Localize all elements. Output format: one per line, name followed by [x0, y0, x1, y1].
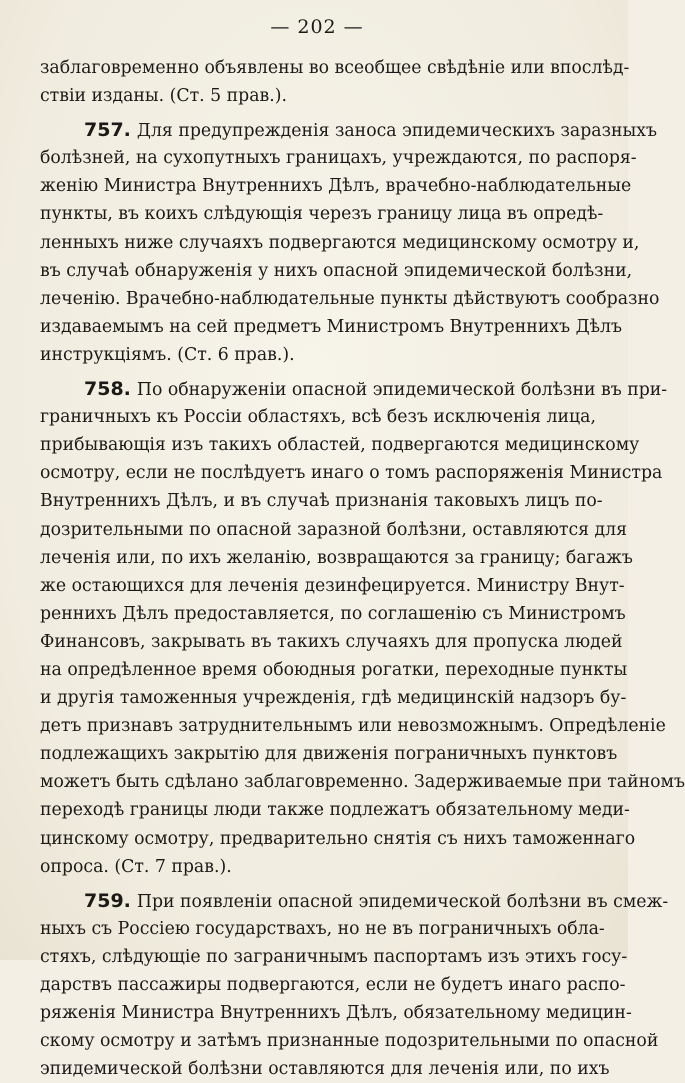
- article-paragraph: [40, 375, 685, 881]
- line-text: инструкціямъ. (Ст. 6 прав.).: [40, 344, 295, 365]
- line-text: можетъ быть сдѣлано заблаговременно. Задерживаемые при тайномъ: [40, 772, 685, 793]
- line-text: Внутреннихъ Дѣлъ, и въ случаѣ признанія таковыхъ лицъ по-: [40, 491, 603, 512]
- line-text: заблаговременно объявлены во всеобщее свѣдѣніе или впослѣд-: [40, 58, 630, 78]
- text-line: [40, 403, 594, 431]
- line-text: скому осмотру и затѣмъ признанные подозрительными по опасной: [40, 1031, 659, 1052]
- line-text: цинскому осмотру, предварительно снятія съ нихъ таможеннаго: [40, 828, 636, 849]
- line-text: стяхъ, слѣдующіе по заграничнымъ паспортамъ изъ этихъ госу-: [40, 946, 628, 967]
- line-text: леченію. Врачебно-наблюдательные пункты дѣйствуютъ сообразно: [40, 288, 660, 309]
- text-line: [40, 257, 633, 285]
- line-text: прибывающія изъ такихъ областей, подвергаются медицинскому: [40, 435, 640, 456]
- line-text: переходѣ границы люди также подлежатъ обязательному меди-: [40, 800, 630, 821]
- page-number: — 202 —: [270, 16, 364, 38]
- text-line: [40, 516, 628, 544]
- article-number: 757.: [84, 119, 131, 142]
- line-text: осмотру, если не послѣдуетъ инаго о томъ распоряженія Министра: [40, 463, 663, 484]
- text-line: [40, 54, 630, 82]
- line-text: опроса. (Ст. 7 прав.).: [40, 856, 232, 877]
- text-line: [40, 82, 594, 110]
- line-text: леченія или, по ихъ желанію, возвращаются за границу; багажъ: [40, 547, 633, 568]
- text-line: [40, 375, 668, 403]
- line-text: По обнаруженіи опасной эпидемической болѣзни въ при-: [136, 380, 668, 401]
- article-number: 758.: [84, 378, 131, 401]
- text-line: [40, 853, 594, 881]
- text-line: [40, 825, 636, 853]
- line-text: ленныхъ ниже случаяхъ подвергаются медицинскому осмотру и,: [40, 232, 640, 253]
- text-line: [40, 999, 632, 1027]
- line-text: подлежащихъ закрытію для движенія пограничныхъ пунктовъ: [40, 744, 618, 765]
- line-text: дозрительными по опасной заразной болѣзни, оставляются для: [40, 519, 628, 540]
- text-line: [40, 572, 625, 600]
- text-line: [40, 600, 626, 628]
- line-text: детъ признавъ затруднительнымъ или невозможнымъ. Опредѣленіе: [40, 716, 666, 737]
- line-text: женію Министра Внутреннихъ Дѣлъ, врачебно-наблюдательные: [40, 176, 632, 197]
- text-line: [40, 341, 594, 369]
- text-line: [40, 971, 626, 999]
- article-number: 759.: [84, 889, 131, 912]
- line-text: болѣзней, на сухопутныхъ границахъ, учреждаются, по распоря-: [40, 148, 637, 169]
- line-text: на опредѣленное время обоюдныя рогатки, переходные пункты: [40, 659, 628, 680]
- article-paragraph: [40, 887, 669, 1083]
- text-line: [40, 229, 640, 257]
- text-line: [40, 887, 669, 915]
- text-line: [40, 628, 623, 656]
- text-line: [40, 1027, 659, 1055]
- text-line: [40, 200, 604, 228]
- text-line: [40, 684, 627, 712]
- text-line: [40, 144, 637, 172]
- line-text: ныхъ съ Россіею государствахъ, но не въ пограничныхъ обла-: [40, 918, 605, 939]
- text-line: [40, 768, 685, 796]
- text-line: [40, 487, 603, 515]
- text-line: [40, 459, 663, 487]
- article-paragraph: [40, 116, 660, 369]
- text-line: [40, 116, 658, 144]
- line-text: пункты, въ коихъ слѣдующія черезъ границу лица въ опредѣ-: [40, 204, 604, 225]
- continued-paragraph: [40, 54, 630, 110]
- text-line: [40, 172, 632, 200]
- text-line: [40, 796, 630, 824]
- line-text: Для предупрежденія заноса эпидемическихъ заразныхъ: [136, 121, 658, 142]
- text-line: [40, 915, 605, 943]
- line-text: ствіи изданы. (Ст. 5 прав.).: [40, 86, 287, 107]
- text-line: [40, 285, 660, 313]
- text-line: [40, 712, 666, 740]
- document-body: [40, 54, 685, 1083]
- text-line: [40, 740, 618, 768]
- text-line: [40, 431, 640, 459]
- line-text: издаваемымъ на сей предметъ Министромъ Внутреннихъ Дѣлъ: [40, 316, 623, 337]
- text-line: [40, 544, 633, 572]
- line-text: же остающихся для леченія дезинфецируется. Министру Внут-: [40, 575, 625, 596]
- line-text: эпидемической болѣзни оставляются для леченія или, по ихъ: [40, 1059, 610, 1080]
- line-text: ряженія Министра Внутреннихъ Дѣлъ, обязательному медицин-: [40, 1003, 632, 1024]
- line-text: граничныхъ къ Россіи областяхъ, всѣ безъ исключенія лица,: [40, 407, 596, 428]
- text-line: [40, 656, 628, 684]
- line-text: и другія таможенныя учрежденія, гдѣ медицинскій надзоръ бу-: [40, 688, 627, 709]
- text-line: [40, 943, 628, 971]
- line-text: реннихъ Дѣлъ предоставляется, по соглашенію съ Министромъ: [40, 603, 626, 624]
- text-line: [40, 1055, 610, 1083]
- text-line: [40, 313, 623, 341]
- line-text: Финансовъ, закрывать въ такихъ случаяхъ для пропуска людей: [40, 631, 623, 652]
- line-text: дарствъ пассажиры подвергаются, если не будетъ инаго распо-: [40, 975, 626, 995]
- line-text: При появленіи опасной эпидемической болѣзни въ смеж-: [136, 891, 669, 912]
- line-text: въ случаѣ обнаруженія у нихъ опасной эпидемической болѣзни,: [40, 260, 633, 281]
